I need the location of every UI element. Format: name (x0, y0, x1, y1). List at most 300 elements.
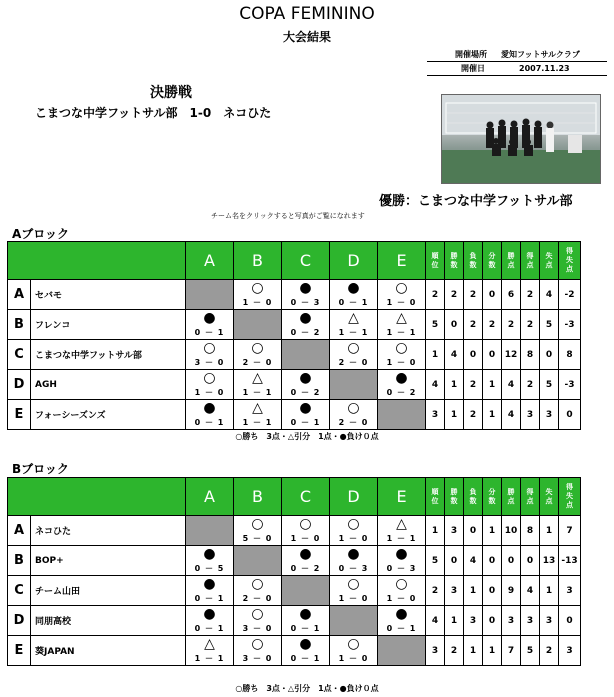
team-row (8, 546, 581, 576)
match-result-cell (378, 310, 426, 340)
photo-note: チーム名をクリックすると写真がご覧になれます (211, 212, 365, 220)
result-symbol: ○ (395, 280, 408, 296)
result-symbol: △ (252, 400, 263, 416)
stat-value: 13 (540, 546, 559, 576)
self-match-cell (234, 546, 282, 576)
stat-value: 9 (502, 576, 521, 606)
match-result (282, 546, 329, 575)
row-letter: B (8, 310, 31, 340)
team-row (8, 400, 581, 430)
match-result (186, 400, 233, 429)
stat-header-label: 得失点 (566, 247, 573, 273)
stat-value: 5 (426, 546, 445, 576)
team-row (8, 370, 581, 400)
match-result-cell (330, 516, 378, 546)
match-result (234, 606, 281, 635)
result-symbol: △ (204, 636, 215, 652)
match-score: 3 － 0 (242, 654, 273, 663)
match-result (330, 400, 377, 429)
match-score: 0 － 1 (194, 418, 225, 427)
match-score: 3 － 0 (194, 358, 225, 367)
stat-value: 4 (426, 606, 445, 636)
stat-value: 0 (483, 576, 502, 606)
match-result-cell (234, 606, 282, 636)
match-result-cell (234, 576, 282, 606)
match-score: 0 － 2 (290, 328, 321, 337)
block-b-label: Bブロック (12, 462, 69, 476)
result-symbol: ○ (251, 516, 264, 532)
stat-header (502, 478, 521, 516)
stat-header-label: 勝点 (507, 251, 515, 269)
match-result-cell (378, 606, 426, 636)
match-result (186, 370, 233, 399)
final-heading: 決勝戦 (150, 85, 192, 101)
column-header-e: E (378, 242, 426, 280)
result-symbol: ○ (251, 606, 264, 622)
stat-value: 1 (426, 340, 445, 370)
row-letter: C (8, 340, 31, 370)
stat-value: 1 (426, 516, 445, 546)
self-match-cell (378, 400, 426, 430)
champion-text: 優勝：こまつな中学フットサル部 (379, 194, 573, 209)
column-header-b: B (234, 242, 282, 280)
match-result (330, 546, 377, 575)
match-score: 1 － 0 (290, 534, 321, 543)
stat-value: 3 (540, 400, 559, 430)
match-result-cell (186, 576, 234, 606)
header-row (8, 478, 581, 516)
stat-value: 3 (464, 606, 483, 636)
result-symbol: ○ (347, 576, 360, 592)
match-score: 1 － 0 (338, 534, 369, 543)
match-score: 1 － 0 (386, 358, 417, 367)
stat-value: -3 (559, 370, 581, 400)
result-symbol: ● (203, 546, 216, 562)
stat-header (445, 242, 464, 280)
stat-header-label: 勝数 (450, 487, 458, 505)
match-result (282, 310, 329, 339)
stat-header (559, 478, 581, 516)
match-result (378, 340, 425, 369)
match-result (234, 340, 281, 369)
self-match-cell (234, 310, 282, 340)
stat-header (540, 478, 559, 516)
stat-value: 2 (426, 576, 445, 606)
stat-value: 6 (502, 280, 521, 310)
match-result (378, 576, 425, 605)
header-row (8, 242, 581, 280)
stat-value: 8 (521, 340, 540, 370)
stat-value: 1 (464, 576, 483, 606)
stat-value: 5 (426, 310, 445, 340)
row-letter: A (8, 280, 31, 310)
match-result (330, 516, 377, 545)
result-symbol: ○ (299, 516, 312, 532)
block-a-table (7, 241, 581, 430)
stat-value: 1 (483, 370, 502, 400)
result-symbol: ● (395, 546, 408, 562)
match-result-cell (378, 516, 426, 546)
result-symbol: ● (203, 606, 216, 622)
stat-value: 4 (464, 546, 483, 576)
result-symbol: ○ (347, 516, 360, 532)
result-symbol: ● (203, 400, 216, 416)
match-score: 0 － 2 (386, 388, 417, 397)
match-result-cell (378, 576, 426, 606)
stat-value: 1 (445, 370, 464, 400)
result-symbol: ● (347, 546, 360, 562)
match-result (186, 576, 233, 605)
stat-value: 0 (464, 340, 483, 370)
match-score: 1 － 1 (386, 534, 417, 543)
team-photo[interactable] (441, 94, 601, 184)
match-score: 0 － 2 (290, 564, 321, 573)
column-header-a: A (186, 478, 234, 516)
header-corner (8, 478, 186, 516)
match-result (378, 310, 425, 339)
column-header-c: C (282, 478, 330, 516)
match-result (282, 370, 329, 399)
row-letter: D (8, 606, 31, 636)
result-symbol: ○ (251, 636, 264, 652)
stat-value: 0 (483, 606, 502, 636)
stat-value: 2 (521, 310, 540, 340)
match-result (378, 546, 425, 575)
stat-value: 2 (464, 280, 483, 310)
result-symbol: ● (299, 606, 312, 622)
match-score: 5 － 0 (242, 534, 273, 543)
match-result-cell (234, 370, 282, 400)
page-subtitle: 大会結果 (282, 30, 331, 44)
result-symbol: △ (252, 370, 263, 386)
match-score: 1 － 0 (386, 594, 417, 603)
stat-value: 1 (483, 516, 502, 546)
team-name-link[interactable]: チーム山田 (31, 576, 186, 606)
match-score: 1 － 1 (242, 418, 273, 427)
result-symbol: ● (299, 400, 312, 416)
match-result (186, 310, 233, 339)
stat-header-label: 勝点 (507, 487, 515, 505)
self-match-cell (378, 636, 426, 666)
match-result (234, 516, 281, 545)
match-score: 1 － 1 (338, 328, 369, 337)
result-symbol: ● (299, 310, 312, 326)
stat-value: 7 (502, 636, 521, 666)
match-score: 3 － 0 (242, 624, 273, 633)
match-result-cell (330, 340, 378, 370)
stat-value: 0 (502, 546, 521, 576)
stat-value: 0 (521, 546, 540, 576)
stat-value: 5 (521, 636, 540, 666)
date-row (427, 62, 607, 76)
match-score: 2 － 0 (242, 594, 273, 603)
self-match-cell (282, 340, 330, 370)
match-score: 0 － 5 (194, 564, 225, 573)
match-result (378, 516, 425, 545)
match-result-cell (282, 516, 330, 546)
team-name-link[interactable]: AGH (31, 370, 186, 400)
stat-header (559, 242, 581, 280)
stat-value: 2 (445, 280, 464, 310)
stat-value: 2 (464, 310, 483, 340)
result-symbol: ● (395, 606, 408, 622)
team-name-link[interactable]: フレンコ (31, 310, 186, 340)
self-match-cell (282, 576, 330, 606)
stat-value: 8 (559, 340, 581, 370)
block-a-label: Aブロック (12, 227, 70, 241)
match-result (330, 310, 377, 339)
team-name-link[interactable]: 同朋高校 (31, 606, 186, 636)
match-result-cell (378, 546, 426, 576)
stat-value: 0 (483, 340, 502, 370)
stat-value: 2 (502, 310, 521, 340)
match-result-cell (282, 400, 330, 430)
stat-value: 2 (540, 636, 559, 666)
team-name-link[interactable]: こまつな中学フットサル部 (31, 340, 186, 370)
team-photo-image (442, 95, 600, 183)
match-score: 0 － 1 (194, 624, 225, 633)
result-symbol: ● (299, 370, 312, 386)
stat-value: 0 (445, 546, 464, 576)
stat-value: 0 (540, 340, 559, 370)
result-symbol: ○ (347, 636, 360, 652)
match-result (234, 400, 281, 429)
match-result-cell (282, 636, 330, 666)
match-result-cell (186, 606, 234, 636)
stat-value: 1 (445, 400, 464, 430)
stat-value: 1 (540, 516, 559, 546)
stat-header-label: 失点 (545, 251, 553, 269)
row-letter: C (8, 576, 31, 606)
stat-value: 2 (521, 280, 540, 310)
result-symbol: ○ (347, 340, 360, 356)
self-match-cell (186, 280, 234, 310)
team-row (8, 576, 581, 606)
stat-value: 5 (540, 370, 559, 400)
row-letter: E (8, 400, 31, 430)
result-symbol: ● (203, 310, 216, 326)
final-result: こまつな中学フットサル部 1-0 ネコひた (35, 106, 272, 120)
header-corner (8, 242, 186, 280)
block-b-legend: ○勝ち 3点・△引分 1点・●負け０点 (235, 684, 379, 693)
stat-value: 4 (445, 340, 464, 370)
stat-value: 2 (483, 310, 502, 340)
stat-value: 3 (540, 606, 559, 636)
match-score: 0 － 3 (290, 298, 321, 307)
team-name-link[interactable]: ネコひた (31, 516, 186, 546)
match-result-cell (330, 400, 378, 430)
stat-header (464, 478, 483, 516)
stat-header (464, 242, 483, 280)
team-name-link[interactable]: フォーシーズンズ (31, 400, 186, 430)
stat-value: 3 (445, 516, 464, 546)
column-header-d: D (330, 478, 378, 516)
stat-header-label: 得失点 (566, 483, 573, 509)
stat-value: 0 (559, 400, 581, 430)
stat-value: 1 (540, 576, 559, 606)
match-result-cell (282, 310, 330, 340)
stat-header-label: 負数 (469, 487, 477, 505)
match-result (186, 340, 233, 369)
stat-value: 4 (521, 576, 540, 606)
column-header-e: E (378, 478, 426, 516)
match-result (282, 516, 329, 545)
stat-header-label: 負数 (469, 251, 477, 269)
match-result-cell (186, 340, 234, 370)
result-symbol: ● (203, 576, 216, 592)
self-match-cell (330, 370, 378, 400)
page-title: COPA FEMININO (239, 4, 375, 24)
team-row (8, 516, 581, 546)
stat-header-label: 失点 (545, 487, 553, 505)
stat-value: 4 (502, 400, 521, 430)
match-result-cell (330, 310, 378, 340)
stat-value: 4 (426, 370, 445, 400)
team-row (8, 606, 581, 636)
stat-value: 0 (559, 606, 581, 636)
match-score: 0 － 3 (386, 564, 417, 573)
match-result-cell (186, 636, 234, 666)
match-result (186, 636, 233, 665)
venue-row (427, 48, 607, 62)
match-score: 0 － 1 (194, 328, 225, 337)
match-result-cell (378, 340, 426, 370)
match-result (330, 280, 377, 309)
stat-value: 4 (502, 370, 521, 400)
match-result (234, 576, 281, 605)
stat-value: 0 (483, 280, 502, 310)
stat-value: 4 (540, 280, 559, 310)
match-result-cell (378, 370, 426, 400)
block-b-table (7, 477, 581, 666)
stat-value: 3 (502, 606, 521, 636)
match-result-cell (186, 400, 234, 430)
match-score: 1 － 0 (338, 654, 369, 663)
team-row (8, 310, 581, 340)
stat-header (426, 242, 445, 280)
stat-value: 5 (540, 310, 559, 340)
stat-value: 3 (426, 400, 445, 430)
team-name-link[interactable]: BOP+ (31, 546, 186, 576)
match-result (234, 370, 281, 399)
match-result-cell (234, 516, 282, 546)
match-result (282, 280, 329, 309)
match-result-cell (234, 400, 282, 430)
stat-header (445, 478, 464, 516)
match-result (378, 370, 425, 399)
stat-header (483, 478, 502, 516)
result-symbol: ○ (347, 400, 360, 416)
match-score: 2 － 0 (242, 358, 273, 367)
stat-value: 2 (521, 370, 540, 400)
result-symbol: ○ (203, 340, 216, 356)
column-header-a: A (186, 242, 234, 280)
match-result (186, 606, 233, 635)
match-result-cell (330, 546, 378, 576)
match-result-cell (186, 370, 234, 400)
match-result (282, 606, 329, 635)
block-a-legend: ○勝ち 3点・△引分 1点・●負け０点 (235, 432, 379, 441)
team-row (8, 636, 581, 666)
match-result (234, 280, 281, 309)
match-score: 0 － 3 (338, 564, 369, 573)
match-score: 0 － 1 (290, 418, 321, 427)
stat-value: 1 (483, 400, 502, 430)
team-name-link[interactable]: セバモ (31, 280, 186, 310)
stat-value: 1 (464, 636, 483, 666)
stat-header-label: 順位 (431, 487, 439, 505)
column-header-c: C (282, 242, 330, 280)
stat-value: 3 (521, 400, 540, 430)
match-result-cell (186, 546, 234, 576)
match-result-cell (234, 636, 282, 666)
stat-header (521, 478, 540, 516)
stat-value: 3 (521, 606, 540, 636)
stat-value: 7 (559, 516, 581, 546)
self-match-cell (186, 516, 234, 546)
result-symbol: ○ (203, 370, 216, 386)
stat-value: 1 (445, 606, 464, 636)
match-result-cell (330, 636, 378, 666)
team-row (8, 280, 581, 310)
stat-header (426, 478, 445, 516)
match-result-cell (282, 280, 330, 310)
match-result-cell (282, 606, 330, 636)
stat-header-label: 分数 (488, 487, 496, 505)
match-score: 0 － 2 (290, 388, 321, 397)
match-result-cell (186, 310, 234, 340)
date-value: 2007.11.23 (519, 64, 570, 73)
match-result (330, 340, 377, 369)
date-label: 開催日 (461, 64, 485, 73)
match-result (330, 576, 377, 605)
stat-value: 0 (483, 546, 502, 576)
result-symbol: △ (396, 516, 407, 532)
match-score: 0 － 1 (338, 298, 369, 307)
stat-value: 0 (464, 516, 483, 546)
stat-value: 2 (445, 636, 464, 666)
stat-value: -3 (559, 310, 581, 340)
match-result (378, 280, 425, 309)
match-result (378, 606, 425, 635)
match-result-cell (282, 546, 330, 576)
stat-header (521, 242, 540, 280)
venue-value: 愛知フットサルクラブ (501, 50, 580, 59)
stat-value: 10 (502, 516, 521, 546)
stat-value: 0 (445, 310, 464, 340)
stat-value: 1 (483, 636, 502, 666)
stat-header-label: 順位 (431, 251, 439, 269)
team-row (8, 340, 581, 370)
stat-value: 2 (426, 280, 445, 310)
result-symbol: ○ (251, 576, 264, 592)
stat-header (540, 242, 559, 280)
result-symbol: ○ (395, 576, 408, 592)
stat-value: 3 (559, 576, 581, 606)
column-header-d: D (330, 242, 378, 280)
self-match-cell (330, 606, 378, 636)
stat-value: -2 (559, 280, 581, 310)
match-score: 1 － 1 (386, 328, 417, 337)
match-score: 0 － 1 (194, 594, 225, 603)
match-result-cell (330, 280, 378, 310)
result-symbol: ● (347, 280, 360, 296)
match-result-cell (234, 280, 282, 310)
match-score: 1 － 0 (338, 594, 369, 603)
stat-value: 3 (445, 576, 464, 606)
team-name-link[interactable]: 葵JAPAN (31, 636, 186, 666)
stat-value: 12 (502, 340, 521, 370)
